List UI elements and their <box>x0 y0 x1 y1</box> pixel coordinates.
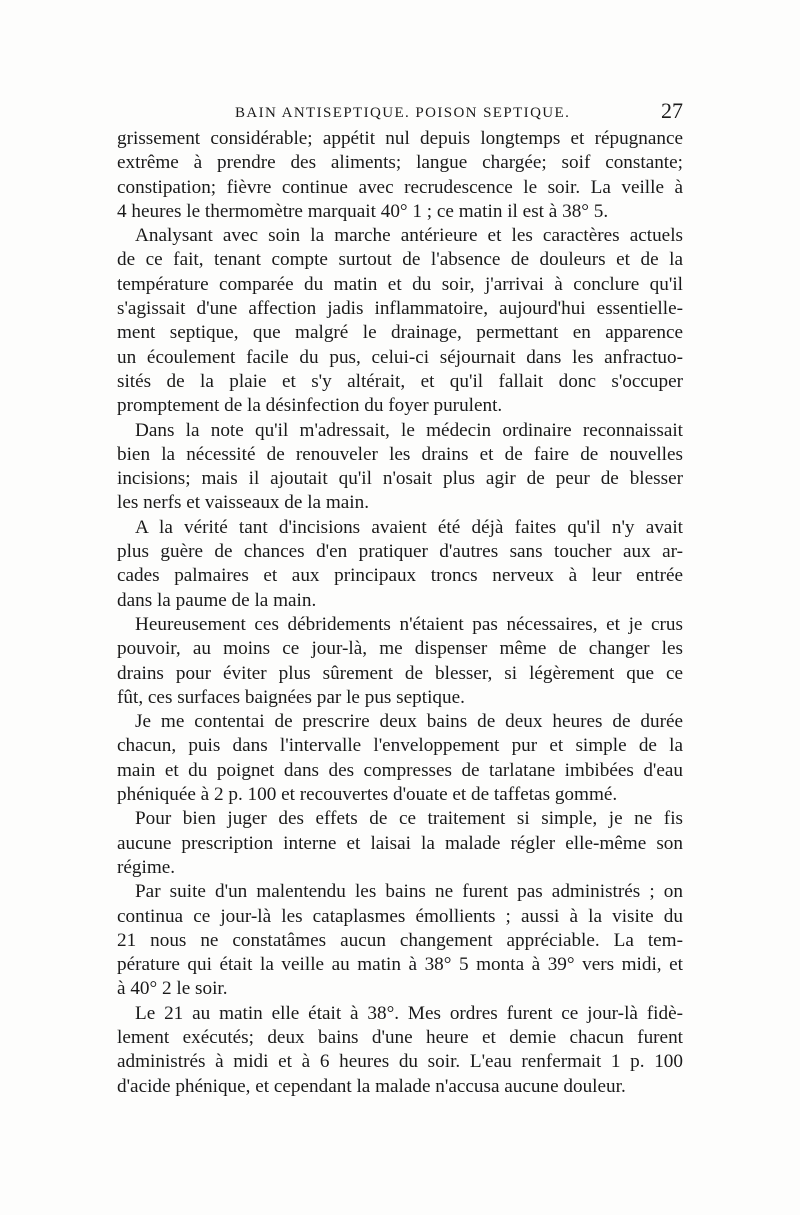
text-line: promptement de la désinfection du foyer purulent. <box>117 395 503 417</box>
text-line: constipation; fièvre continue avec recrudescence le soir. La veille à <box>117 176 683 198</box>
text-line: s'agissait d'une affection jadis inflammatoire, aujourd'hui essentielle- <box>117 298 683 320</box>
paragraph <box>117 613 683 710</box>
paragraph <box>117 127 683 224</box>
text-line: 21 nous ne constatâmes aucun changement appréciable. La tem- <box>117 929 683 951</box>
text-line: bien la nécessité de renouveler les drains et de faire de nouvelles <box>117 443 683 465</box>
text-line: Je me contentai de prescrire deux bains de deux heures de durée <box>135 711 683 733</box>
text-line: pouvoir, au moins ce jour-là, me dispenser même de changer les <box>117 638 683 660</box>
running-title: BAIN ANTISEPTIQUE. POISON SEPTIQUE. <box>235 105 571 121</box>
text-line: de ce fait, tenant compte surtout de l'absence de douleurs et de la <box>117 249 683 271</box>
paragraph <box>117 880 683 1001</box>
text-line: fût, ces surfaces baignées par le pus septique. <box>117 686 465 708</box>
text-line: phéniquée à 2 p. 100 et recouvertes d'ouate et de taffetas gommé. <box>117 784 618 806</box>
text-line: plus guère de chances d'en pratiquer d'autres sans toucher aux ar- <box>117 541 683 563</box>
text-line: main et du poignet dans des compresses de tarlatane imbibées d'eau <box>117 759 683 781</box>
body-text <box>117 127 683 1099</box>
text-line: régime. <box>117 856 176 878</box>
text-line: 4 heures le thermomètre marquait 40° 1 ; ce matin il est à 38° 5. <box>117 200 609 222</box>
text-line: Heureusement ces débridements n'étaient pas nécessaires, et je crus <box>135 613 683 635</box>
page-number: 27 <box>661 98 683 123</box>
text-line: A la vérité tant d'incisions avaient été déjà faites qu'il n'y avait <box>135 516 683 538</box>
text-line: Le 21 au matin elle était à 38°. Mes ordres furent ce jour-là fidè- <box>135 1002 683 1024</box>
text-line: lement exécutés; deux bains d'une heure et demie chacun furent <box>117 1026 683 1048</box>
text-line: pérature qui était la veille au matin à 38° 5 monta à 39° vers midi, et <box>117 954 683 976</box>
text-line: Analysant avec soin la marche antérieure et les caractères actuels <box>135 225 683 247</box>
text-line: à 40° 2 le soir. <box>117 978 228 1000</box>
text-line: drains pour éviter plus sûrement de blesser, si légèrement que ce <box>117 662 683 684</box>
paragraph <box>117 807 683 880</box>
text-line: sités de la plaie et s'y altérait, et qu'il fallait donc s'occuper <box>117 370 683 392</box>
text-line: Par suite d'un malentendu les bains ne furent pas administrés ; on <box>135 881 683 903</box>
paragraph <box>117 1002 683 1099</box>
running-head <box>117 98 683 128</box>
text-line: dans la paume de la main. <box>117 589 317 611</box>
text-line: extrême à prendre des aliments; langue chargée; soif constante; <box>117 152 683 174</box>
text-line: d'acide phénique, et cependant la malade n'accusa aucune douleur. <box>117 1075 626 1097</box>
paragraph <box>117 419 683 516</box>
text-line: incisions; mais il ajoutait qu'il n'osait plus agir de peur de blesser <box>117 468 683 490</box>
text-line: Pour bien juger des effets de ce traitement si simple, je ne fis <box>135 808 683 830</box>
text-line: continua ce jour-là les cataplasmes émollients ; aussi à la visite du <box>117 905 683 927</box>
paragraph <box>117 224 683 418</box>
text-line: cades palmaires et aux principaux troncs nerveux à leur entrée <box>117 565 683 587</box>
text-line: chacun, puis dans l'intervalle l'enveloppement pur et simple de la <box>117 735 683 757</box>
text-line: administrés à midi et à 6 heures du soir. L'eau renfermait 1 p. 100 <box>117 1051 683 1073</box>
paragraph <box>117 516 683 613</box>
text-line: Dans la note qu'il m'adressait, le médecin ordinaire reconnaissait <box>135 419 683 441</box>
paragraph <box>117 710 683 807</box>
text-line: ment septique, que malgré le drainage, permettant en apparence <box>117 322 683 344</box>
text-line: les nerfs et vaisseaux de la main. <box>117 492 370 514</box>
text-line: température comparée du matin et du soir, j'arrivai à conclure qu'il <box>117 273 683 295</box>
text-line: grissement considérable; appétit nul depuis longtemps et répugnance <box>117 128 683 149</box>
text-line: un écoulement facile du pus, celui-ci séjournait dans les anfractuo- <box>117 346 683 368</box>
text-line: aucune prescription interne et laisai la malade régler elle-même son <box>117 832 683 854</box>
